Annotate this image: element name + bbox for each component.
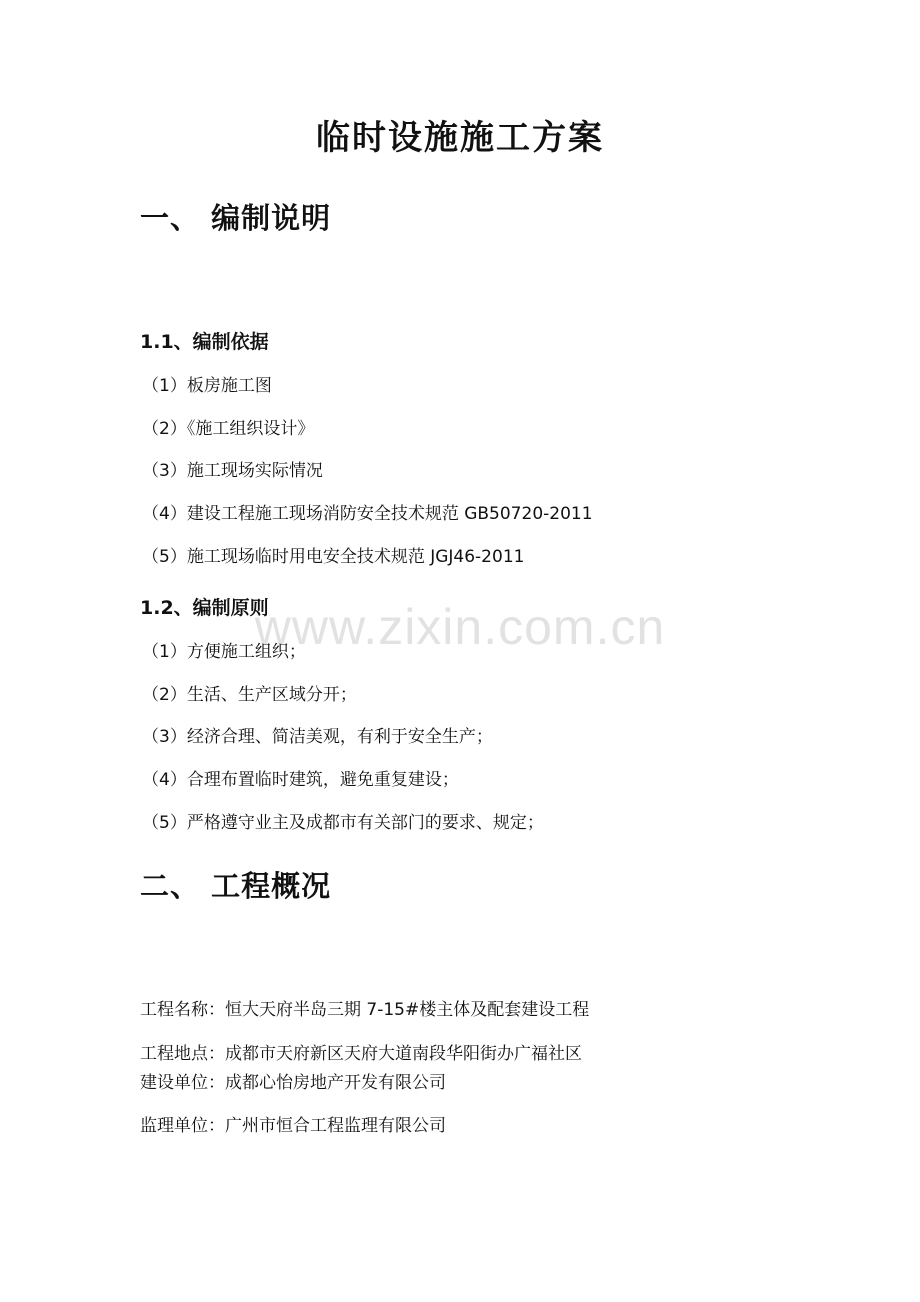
project-location: 工程地点：成都市天府新区天府大道南段华阳街办广福社区 (140, 1044, 582, 1064)
principle-item-1: （1）方便施工组织； (142, 642, 306, 662)
section-2-heading: 二、 工程概况 (140, 869, 332, 903)
principle-item-2: （2）生活、生产区域分开； (142, 685, 357, 705)
supervision-unit: 监理单位：广州市恒合工程监理有限公司 (140, 1116, 446, 1136)
basis-item-5: （5）施工现场临时用电安全技术规范 JGJ46-2011 (142, 547, 525, 567)
section-1-1-heading: 1.1、编制依据 (140, 331, 269, 353)
document-title: 临时设施施工方案 (316, 118, 604, 158)
watermark: www.zixin.com.cn (254, 599, 666, 655)
principle-item-5: （5）严格遵守业主及成都市有关部门的要求、规定； (142, 813, 544, 833)
construction-unit: 建设单位：成都心怡房地产开发有限公司 (140, 1073, 446, 1093)
basis-item-1: （1）板房施工图 (142, 376, 272, 396)
basis-item-4: （4）建设工程施工现场消防安全技术规范 GB50720-2011 (142, 504, 593, 524)
project-name: 工程名称：恒大天府半岛三期 7-15#楼主体及配套建设工程 (140, 1000, 590, 1020)
principle-item-4: （4）合理布置临时建筑，避免重复建设； (142, 770, 459, 790)
section-1-2-heading: 1.2、编制原则 (140, 597, 269, 619)
principle-item-3: （3）经济合理、简洁美观，有利于安全生产； (142, 727, 493, 747)
basis-item-2: （2）《施工组织设计》 (142, 419, 315, 439)
section-1-heading: 一、 编制说明 (140, 201, 332, 235)
basis-item-3: （3）施工现场实际情况 (142, 461, 323, 481)
